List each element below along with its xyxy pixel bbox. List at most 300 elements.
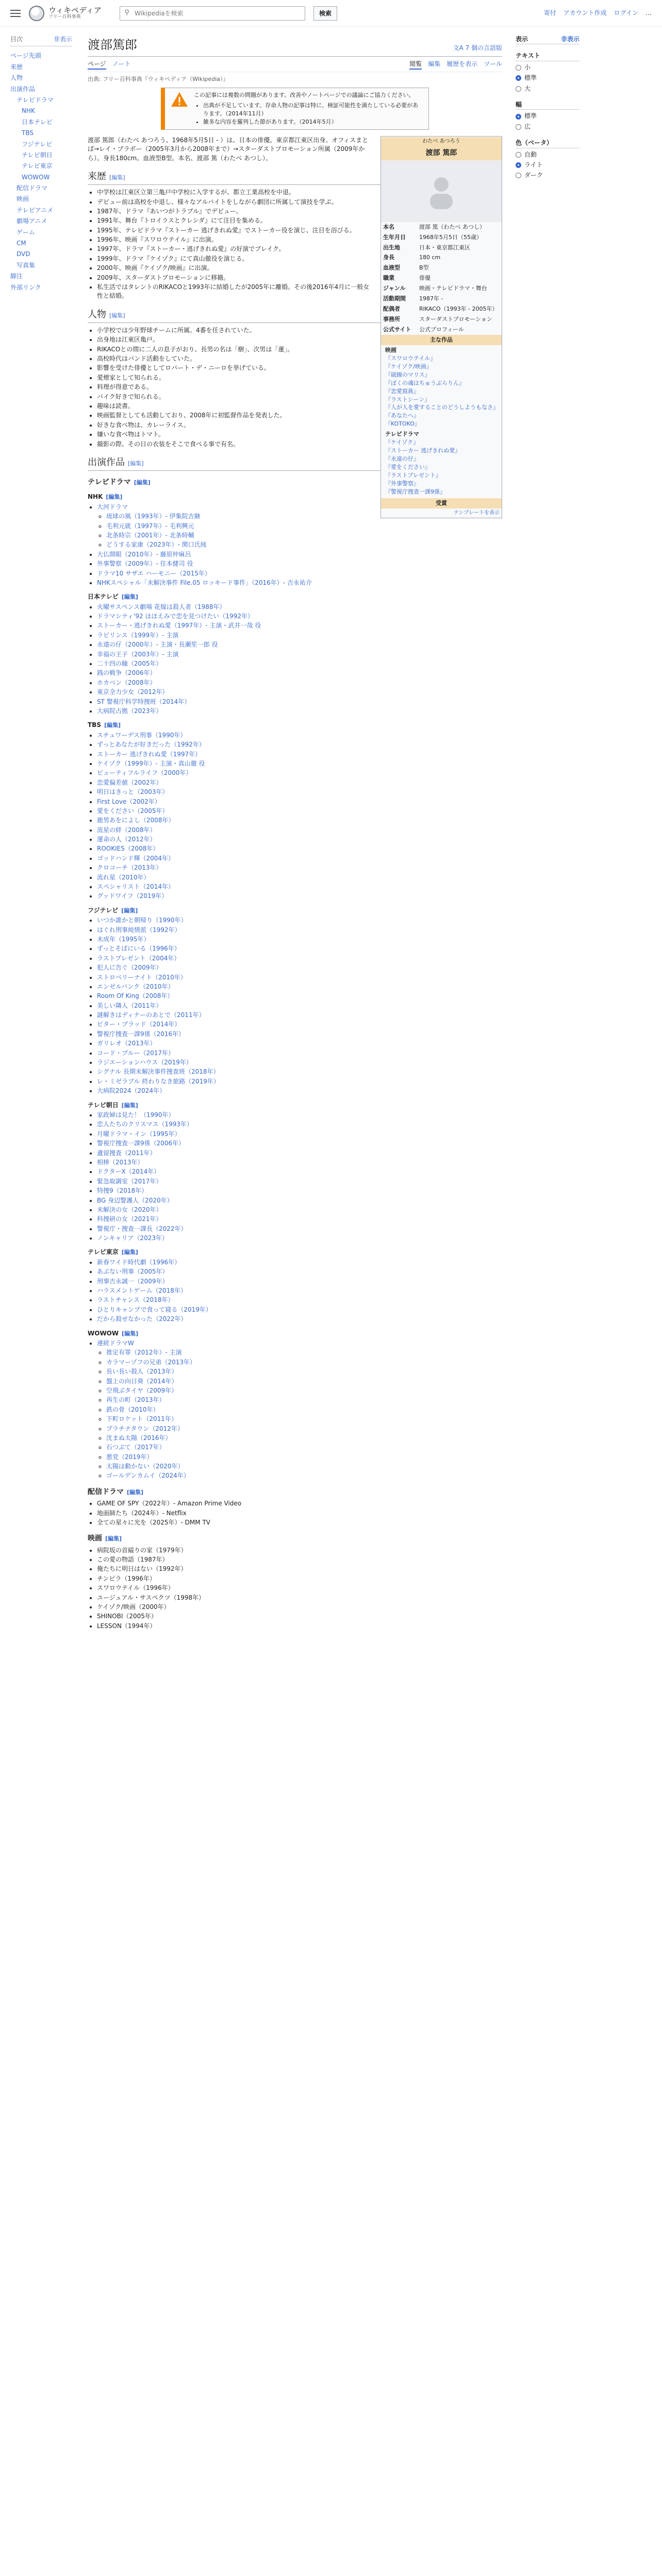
work-link[interactable]: 北条時宗（2001年）- 北条時輔 [106, 531, 194, 539]
works-list [97, 1258, 502, 1324]
login-link[interactable]: ログイン [614, 9, 638, 16]
toc-item[interactable]: 写真集 [16, 261, 36, 269]
edit-link[interactable]: [編集] [121, 1249, 138, 1256]
edit-link[interactable]: [編集] [122, 1330, 139, 1337]
infobox-work-link[interactable]: 『恋愛寫眞』 [385, 387, 419, 395]
work-link[interactable]: 永遠の仔（2000年）- 主演・長瀬笙一郎 役 [97, 641, 218, 649]
tab-edit[interactable]: 編集 [428, 60, 441, 67]
infobox-work-link[interactable]: 『あなたへ』 [385, 412, 419, 419]
infobox-work-link[interactable]: 『KOTOKO』 [385, 420, 420, 428]
infobox-work-link[interactable]: 『愛をください』 [385, 464, 431, 471]
work-link[interactable]: ストーカー・逃げきれぬ愛（1997年）- 主演・武井一哉 役 [97, 622, 261, 630]
edit-link[interactable]: [編集] [121, 907, 138, 914]
globe-icon [29, 6, 44, 21]
work-link[interactable]: 未解決の女（2020年） [97, 1206, 162, 1213]
list-item: • SHINOBI（2005年） [97, 1612, 502, 1621]
infobox-work-link[interactable]: 『人が人を愛することのどうしようもなさ』 [385, 404, 499, 411]
edit-link[interactable]: [編集] [105, 1535, 122, 1543]
work-link[interactable]: 鉄の骨（2010年） [106, 1405, 159, 1413]
list-item: • 好きな食べ物は、カレーライス。 [97, 421, 502, 430]
work-link[interactable]: 流星の絆（2008年） [97, 826, 156, 834]
list-item [106, 1434, 502, 1443]
infobox-work-link[interactable]: 『ぼくの魂はちゅうぶらりん』 [385, 379, 465, 386]
list-item [97, 698, 502, 706]
list-item [97, 688, 502, 697]
search-box [120, 6, 305, 21]
nested-list [106, 1348, 502, 1480]
work-link[interactable]: カラマーゾフの兄弟（2013年） [106, 1358, 196, 1366]
warning-icon [170, 91, 189, 108]
section-history: 来歴 [編集] [88, 170, 502, 185]
infobox-value: 公式プロフィール [419, 326, 464, 333]
infobox-tv-title: テレビドラマ [385, 431, 419, 438]
work-link[interactable]: 愛をください（2005年） [97, 807, 169, 815]
list-item: • RIKACOとの間に二人の息子がおり、長男の名は「樹」、次男は「蓮」。 [97, 345, 502, 354]
wikipedia-logo[interactable] [29, 6, 111, 21]
width-title: 幅 [516, 100, 580, 110]
hamburger-menu-icon[interactable] [10, 8, 21, 19]
tab-tools[interactable]: ツール [484, 60, 502, 67]
list-item [97, 982, 502, 991]
work-link[interactable]: 謎解きはディナーのあとで（2011年） [97, 1011, 205, 1019]
edit-link[interactable]: [編集] [121, 594, 138, 601]
work-link[interactable]: BG 身辺警護人（2020年） [97, 1196, 173, 1204]
list-item [97, 1286, 502, 1295]
work-link[interactable]: ゴッドハンド輝（2004年） [97, 854, 175, 862]
work-link[interactable]: 犯人に告ぐ（2009年） [97, 964, 162, 972]
list-item [97, 1225, 502, 1233]
work-link[interactable]: いつか誰かと朝帰り（1990年） [97, 917, 187, 924]
list-item [106, 1367, 502, 1376]
work-link[interactable]: シグナル 長期未解決事件捜査班（2018年） [97, 1068, 220, 1076]
section-works: 出演作品 [編集] [88, 456, 502, 471]
list-item [97, 612, 502, 621]
subsection-streaming: 配信ドラマ [編集] [88, 1487, 144, 1496]
list-item: • 1991年、舞台『トロイラスとクレシダ』にて注目を集める。 [97, 216, 502, 225]
list-item [106, 1471, 502, 1480]
work-link[interactable]: スペシャリスト（2014年） [97, 883, 175, 891]
radio-icon[interactable] [516, 75, 521, 81]
main-content [77, 27, 510, 1634]
list-item: • GAME OF SPY（2022年）- Amazon Prime Video [97, 1499, 502, 1508]
tab-talk[interactable]: ノート [112, 60, 131, 67]
work-link[interactable]: 科捜研の女（2021年） [97, 1215, 162, 1223]
infobox-work-link[interactable]: 『ラストシーン』 [385, 396, 431, 403]
article-body [88, 136, 502, 1631]
infobox-label: 配偶者 [383, 306, 400, 313]
work-link[interactable]: 火曜サスペンス劇場 花嫁は殺人者（1988年） [97, 603, 226, 611]
work-link[interactable]: はぐれ刑事純情派（1992年） [97, 926, 181, 934]
list-item [106, 1377, 502, 1386]
work-link[interactable]: ドラマシティ'92 ほほえみで恋を見つけたい（1992年） [97, 613, 254, 620]
list-item: • 趣味は読書。 [97, 402, 502, 411]
template-link[interactable]: テンプレートを表示 [453, 510, 500, 516]
list-item [97, 1296, 502, 1304]
work-link[interactable]: ホカベン（2008年） [97, 679, 156, 686]
more-menu-icon[interactable]: … [646, 9, 652, 16]
list-item: • 中学校は江東区立第三亀戸中学校に入学するが、都立工業高校を中退。 [97, 188, 502, 197]
list-item [97, 621, 502, 630]
toc-item[interactable]: NHK [22, 107, 35, 115]
list-item [97, 892, 502, 901]
infobox-work-link[interactable]: 『ケイゾク』 [385, 439, 419, 446]
work-link[interactable]: 太陽は動かない（2020年） [106, 1463, 184, 1470]
work-link[interactable]: ずっとあなたが好きだった（1992年） [97, 741, 205, 749]
work-link[interactable]: 特捜9（2018年） [97, 1187, 148, 1195]
works-list [97, 1111, 502, 1243]
work-link[interactable]: 毛利元就（1997年）- 毛利興元 [106, 522, 194, 530]
edit-link[interactable]: [編集] [109, 312, 125, 319]
list-item [97, 1030, 502, 1039]
infobox-row [381, 232, 502, 243]
search-button[interactable]: 検索 [313, 6, 337, 21]
infobox-work-link[interactable]: 『ラストプレゼント』 [385, 471, 441, 479]
work-link[interactable]: ゴールデンカムイ（2024年） [106, 1472, 190, 1480]
infobox-film-title: 映画 [385, 346, 396, 353]
toc-item[interactable]: CM [16, 240, 26, 247]
list-item [97, 659, 502, 668]
list-item [106, 540, 502, 549]
toc-item[interactable]: ゲーム [16, 228, 36, 236]
toc-item[interactable]: 外部リンク [10, 283, 41, 291]
work-link[interactable]: ひとりキャンプで食って寝る（2019年） [97, 1306, 212, 1313]
list-item [97, 883, 502, 891]
work-link[interactable]: ストロベリーナイト（2010年） [97, 973, 187, 981]
logo-subtitle: フリー百科事典 [48, 14, 81, 20]
infobox-work-link[interactable]: 『警視庁捜査一課9係』 [385, 488, 445, 495]
logo-title: ウィキペディア [48, 6, 102, 15]
radio-icon[interactable] [516, 86, 521, 92]
toc-item[interactable]: テレビ朝日 [22, 151, 53, 159]
list-item [106, 1425, 502, 1433]
list-item: • 嫌いな食べ物はトマト。 [97, 430, 502, 439]
infobox-label: 出生地 [383, 244, 400, 251]
toc-item[interactable]: 日本テレビ [22, 118, 53, 126]
search-input[interactable] [134, 7, 305, 20]
toc-item[interactable]: 配信ドラマ [16, 184, 48, 192]
work-link[interactable]: 流れ星（2010年） [97, 873, 150, 881]
notice-item: • 出典が不足しています。存命人物の記事は特に、検証可能性を満たしている必要があります。（2014年11月） [203, 101, 423, 118]
subsection-tv: テレビドラマ [編集] [88, 478, 151, 487]
color-option[interactable]: ダーク [516, 171, 580, 180]
work-link[interactable]: ラビリンス（1999年）- 主演 [97, 631, 179, 639]
list-item [97, 1196, 502, 1205]
list-item [97, 1167, 502, 1176]
work-link[interactable]: クロコーチ（2013年） [97, 864, 162, 872]
work-link[interactable]: 沈まぬ太陽（2016年） [106, 1434, 172, 1442]
work-link[interactable]: ずっとそばにいる（1996年） [97, 945, 180, 953]
work-link[interactable]: 銭の戦争（2006年） [97, 669, 156, 677]
work-link[interactable]: 悪党（2019年） [106, 1453, 153, 1461]
list-item [97, 1215, 502, 1224]
works-list [97, 916, 502, 1095]
work-link[interactable]: 刑事吉永誠一（2009年） [97, 1277, 169, 1285]
work-link[interactable]: 東京全力少女（2012年） [97, 688, 169, 696]
infobox-label: 本名 [383, 223, 394, 230]
work-link[interactable]: グッドワイフ（2019年） [97, 892, 168, 900]
appearance-hide-button[interactable]: 非表示 [560, 36, 580, 43]
radio-icon[interactable] [516, 173, 521, 178]
list-item [97, 731, 502, 740]
infobox-work-link[interactable]: 『破線のマリス』 [385, 371, 431, 378]
work-link[interactable]: First Love（2002年） [97, 798, 161, 805]
language-button[interactable]: 文A 7 個の言語版 [453, 44, 502, 52]
work-link[interactable]: ラジエーションハウス（2019年） [97, 1059, 192, 1066]
work-link[interactable]: 家政婦は見た！（1990年） [97, 1111, 175, 1118]
toc-item[interactable]: 来歴 [10, 63, 23, 71]
edit-link[interactable]: [編集] [121, 1101, 138, 1109]
work-link[interactable]: 明日はきっと（2003年） [97, 788, 169, 796]
work-link[interactable]: 大病院占拠（2023年） [97, 707, 162, 715]
work-link[interactable]: 未成年（1995年） [97, 935, 150, 943]
work-link[interactable]: 月曜ドラマ・イン（1995年） [97, 1130, 181, 1138]
infobox-label: 血液型 [383, 264, 400, 272]
list-item [106, 1453, 502, 1462]
work-link[interactable]: 運命の人（2012年） [97, 836, 156, 843]
work-link[interactable]: 盤上の向日葵（2014年） [106, 1377, 178, 1385]
toc-hide-button[interactable]: 非表示 [53, 36, 72, 43]
work-link[interactable]: 石つぶて（2017年） [106, 1444, 166, 1451]
list-item: • 愛煙家として知られる。 [97, 374, 502, 382]
list-item [97, 707, 502, 716]
list-item [97, 1020, 502, 1029]
toc-item[interactable]: フジテレビ [22, 140, 53, 148]
donate-link[interactable]: 寄付 [543, 9, 556, 16]
list-item [106, 1358, 502, 1367]
radio-icon[interactable] [516, 162, 521, 168]
list-item [97, 1039, 502, 1048]
work-link[interactable]: だから殺せなかった（2022年） [97, 1315, 187, 1323]
site-header [0, 0, 662, 27]
list-item: • 影響を受けた俳優としてロバート・デ・ニーロを挙げている。 [97, 364, 502, 372]
work-link[interactable]: あぶない刑事（2005年） [97, 1268, 169, 1276]
list-item [97, 807, 502, 816]
list-item [97, 1234, 502, 1243]
work-link[interactable]: ケイゾク（1999年）- 主演・真山徹 役 [97, 759, 205, 767]
list-item [97, 1258, 502, 1267]
infobox-label: 活動期間 [383, 295, 406, 302]
list-item [106, 1396, 502, 1404]
list-item [97, 935, 502, 944]
toc-item[interactable]: テレビドラマ [16, 96, 54, 104]
infobox-work-link[interactable]: 『外事警察』 [385, 480, 419, 487]
list-item [97, 778, 502, 787]
list-item [97, 954, 502, 963]
edit-link[interactable]: [編集] [134, 479, 151, 486]
list-item: • 俺たちに明日はない（1992年） [97, 1565, 502, 1573]
work-link[interactable]: 空飛ぶタイヤ（2009年） [106, 1386, 178, 1394]
infobox-row [381, 222, 502, 232]
list-item: • 撮影の際、その日の衣装をそこで食べる事で有名。 [97, 440, 502, 449]
list-item [97, 1058, 502, 1067]
list-item [97, 603, 502, 612]
list-item [106, 522, 502, 531]
list-item [97, 1077, 502, 1086]
toc-item[interactable]: ページ先頭 [10, 52, 41, 60]
width-option[interactable]: 標準 [516, 112, 580, 121]
list-item: • 小学校では少年野球チームに所属。4番を任されていた。 [97, 326, 502, 335]
toc-item[interactable]: 映画 [16, 195, 29, 203]
color-title: 色（ベータ） [516, 139, 580, 148]
work-link[interactable]: レ・ミゼラブル 終わりなき旅路（2019年） [97, 1077, 220, 1085]
work-link[interactable]: コード・ブルー（2017年） [97, 1049, 175, 1057]
work-link[interactable]: 警視庁捜査一課9係（2006年） [97, 1140, 185, 1147]
work-link[interactable]: Room Of King（2008年） [97, 992, 174, 1000]
work-link[interactable]: 幸福の王子（2003年）- 主演 [97, 650, 179, 658]
width-option[interactable]: 広 [516, 123, 580, 131]
work-link[interactable]: 大河ドラマ [97, 503, 128, 511]
work-link[interactable]: ビター・ブラッド（2014年） [97, 1021, 181, 1028]
notice-item: • 雑多な内容を羅列した節があります。（2014年5月） [203, 118, 423, 126]
text-size-option[interactable]: 小 [516, 63, 580, 72]
work-link[interactable]: ハラスメントゲーム（2018年） [97, 1287, 187, 1295]
list-item: • 2009年、スターダストプロモーションに移籍。 [97, 274, 502, 282]
infobox-work-link[interactable]: 『ケイゾク/映画』 [385, 363, 432, 370]
toc-item[interactable]: TBS [22, 129, 34, 137]
infobox-works-title: 主な作品 [381, 335, 502, 345]
work-link[interactable]: 連続ドラマW [97, 1339, 134, 1347]
subsection-ntv: 日本テレビ [編集] [88, 593, 138, 601]
work-link[interactable]: ビューティフルライフ（2000年） [97, 769, 192, 777]
work-link[interactable]: 大病院2024（2024年） [97, 1087, 166, 1095]
infobox-row [381, 252, 502, 263]
work-link[interactable]: 琉球の風（1993年）- 伊集院吉継 [106, 513, 201, 520]
work-link[interactable]: 推定有罪（2012年）- 主演 [106, 1349, 182, 1357]
toc-item[interactable]: 出演作品 [10, 85, 36, 93]
edit-link[interactable]: [編集] [128, 460, 144, 467]
list-item [106, 1405, 502, 1414]
work-link[interactable]: 長い長い殺人（2013年） [106, 1368, 178, 1376]
work-link[interactable]: ST 警視庁科学特捜班（2014年） [97, 698, 191, 705]
list-item [97, 992, 502, 1001]
work-link[interactable]: 緊急取調室（2017年） [97, 1177, 162, 1185]
work-link[interactable]: ストーカー 逃げきれぬ愛（1997年） [97, 750, 202, 758]
infobox-value: B型 [419, 264, 429, 272]
toc-item[interactable]: DVD [16, 250, 30, 258]
subsection-ex: テレビ朝日 [編集] [88, 1101, 138, 1109]
infobox [380, 136, 502, 518]
list-item [97, 863, 502, 872]
list-item [97, 569, 502, 578]
work-link[interactable]: 新春ワイド時代劇（1996年） [97, 1258, 181, 1266]
tab-history[interactable]: 履歴を表示 [446, 60, 478, 67]
toc-item[interactable]: 人物 [10, 74, 23, 82]
list-item [97, 1277, 502, 1286]
list-item [97, 1139, 502, 1148]
work-link[interactable]: 相棒（2013年） [97, 1158, 144, 1166]
work-link[interactable]: 遺留捜査（2011年） [97, 1149, 156, 1157]
edit-link[interactable]: [編集] [127, 1488, 144, 1496]
work-link[interactable]: 再生の町（2013年） [106, 1396, 166, 1404]
radio-icon[interactable] [516, 152, 521, 158]
list-item [97, 1111, 502, 1120]
radio-icon[interactable] [516, 65, 521, 71]
infobox-row [381, 314, 502, 325]
infobox-work-link[interactable]: 『スワロウテイル』 [385, 354, 436, 362]
work-link[interactable]: 警視庁・捜査一課長（2022年） [97, 1225, 187, 1232]
list-item [106, 531, 502, 540]
edit-link[interactable]: [編集] [109, 174, 125, 181]
list-item [97, 816, 502, 825]
edit-link[interactable]: [編集] [106, 494, 123, 501]
text-size-option[interactable]: 標準 [516, 74, 580, 82]
work-link[interactable]: ドクターX（2014年） [97, 1168, 160, 1176]
edit-link[interactable]: [編集] [104, 722, 121, 729]
work-link[interactable]: 警視庁捜査一課9係（2016年） [97, 1030, 185, 1038]
search-icon: ⚲ [124, 9, 129, 17]
work-link[interactable]: ノンキャリア（2023年） [97, 1234, 169, 1242]
portrait-image[interactable] [381, 160, 502, 222]
work-link[interactable]: 美しい隣人（2011年） [97, 1002, 162, 1009]
list-item [106, 1462, 502, 1471]
work-link[interactable]: ラストプレゼント（2004年） [97, 954, 180, 962]
work-link[interactable]: スチュワーデス刑事（1990年） [97, 731, 187, 739]
list-item [97, 1120, 502, 1129]
work-link[interactable]: 下町ロケット（2011年） [106, 1415, 177, 1423]
radio-icon[interactable] [516, 114, 521, 120]
infobox-label: 身長 [383, 254, 394, 261]
work-link[interactable]: 恋人たちのクリスマス（1993年） [97, 1121, 193, 1128]
work-link[interactable]: プラチナタウン（2012年） [106, 1425, 184, 1432]
toc-item[interactable]: 脚注 [10, 273, 23, 280]
work-link[interactable]: 大仏開眼（2010年）- 藤原仲麻呂 [97, 550, 191, 558]
color-option[interactable]: 自動 [516, 150, 580, 159]
appearance-title: 表示 [516, 36, 528, 43]
list-item [106, 1386, 502, 1395]
list-item: • チンピラ（1996年） [97, 1574, 502, 1583]
tab-read[interactable]: 閲覧 [409, 60, 422, 70]
infobox-row [381, 243, 502, 253]
list-item: • LESSON（1994年） [97, 1622, 502, 1631]
list-item [97, 1011, 502, 1020]
work-link[interactable]: 外事警察（2009年）- 住本健司 役 [97, 560, 193, 568]
list-item: • 2000年、映画『ケイゾク/映画』に出演。 [97, 264, 502, 273]
infobox-table [381, 222, 502, 335]
infobox-row [381, 273, 502, 283]
text-size-option[interactable]: 大 [516, 84, 580, 93]
infobox-award-title: 受賞 [381, 498, 502, 509]
work-link[interactable]: エンゼルバンク（2010年） [97, 982, 174, 990]
work-link[interactable]: 二十四の瞳（2005年） [97, 660, 162, 668]
infobox-value: RIKACO（1993年 - 2005年） [419, 306, 498, 313]
tab-page[interactable]: ページ [88, 60, 106, 70]
work-link[interactable]: どうする家康（2023年）- 関口氏純 [106, 541, 207, 549]
infobox-work-link[interactable]: 『ストーカー 逃げきれぬ愛』 [385, 447, 461, 454]
user-links [544, 9, 652, 18]
work-link[interactable]: ガリレオ（2013年） [97, 1040, 156, 1047]
toc-sidebar [0, 27, 77, 1634]
work-link[interactable]: 鹿男あをによし（2008年） [97, 817, 175, 824]
toc-item[interactable]: 劇場アニメ [16, 217, 47, 225]
radio-icon[interactable] [516, 124, 521, 130]
toc-item[interactable]: テレビ東京 [22, 162, 53, 170]
toc-item[interactable]: WOWOW [22, 173, 50, 181]
color-option[interactable]: ライト [516, 161, 580, 170]
infobox-row [381, 325, 502, 335]
work-link[interactable]: ラストチャンス（2018年） [97, 1296, 174, 1304]
text-size-title: テキスト [516, 52, 580, 61]
infobox-label: 公式サイト [383, 326, 411, 333]
infobox-work-link[interactable]: 『永遠の仔』 [385, 455, 419, 463]
work-link[interactable]: 恋愛偏差値（2002年） [97, 778, 162, 786]
create-account-link[interactable]: アカウント作成 [563, 9, 607, 16]
work-link[interactable]: NHKスペシャル「未解決事件 File.05 ロッキード事件」（2016年）- 吉永祐介 [97, 579, 312, 586]
work-link[interactable]: ドラマ10 サザエ ハーモニー（2015年） [97, 569, 211, 577]
toc-item[interactable]: テレビアニメ [16, 206, 54, 214]
list-item: • 1995年、テレビドラマ『ストーカー 逃げきれぬ愛』でストーカー役を演じ、注目を浴びる。 [97, 226, 502, 235]
list-item: • 出身地は江東区亀戸。 [97, 335, 502, 344]
work-link[interactable]: ROOKIES（2008年） [97, 845, 159, 853]
